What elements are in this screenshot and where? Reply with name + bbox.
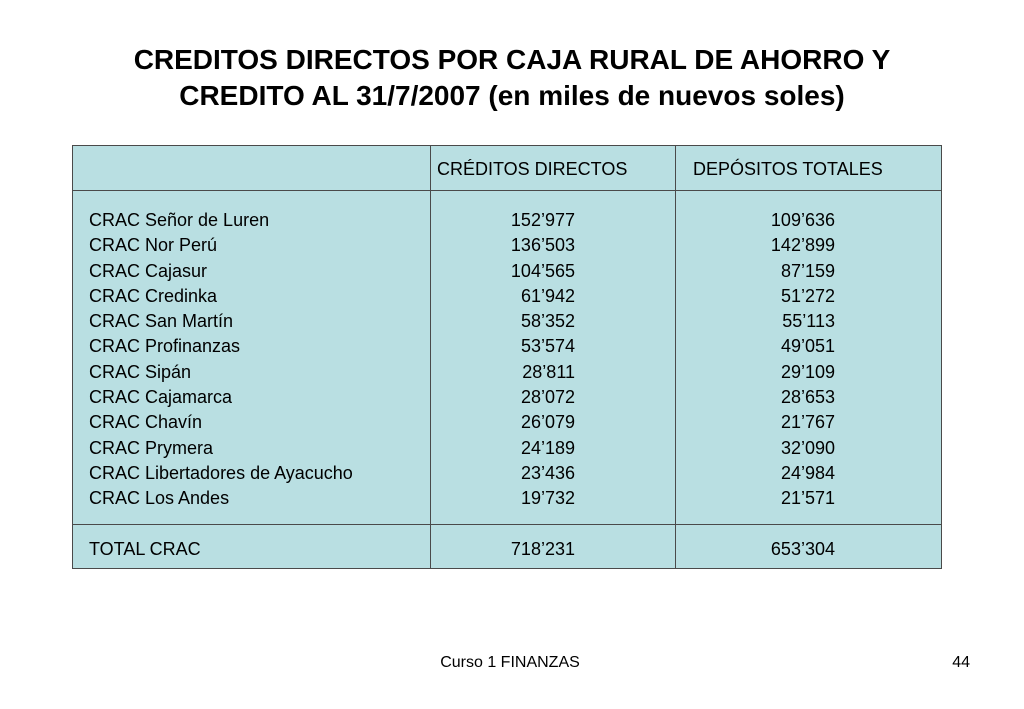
row-depositos: 32’090 xyxy=(780,437,835,458)
row-depositos: 21’571 xyxy=(780,488,835,509)
table-row xyxy=(73,486,941,511)
table-body xyxy=(73,208,941,512)
table-row xyxy=(73,410,941,435)
row-creditos: 152’977 xyxy=(510,210,575,230)
row-depositos: 29’109 xyxy=(780,361,835,382)
table-row xyxy=(73,233,941,258)
row-creditos: 28’072 xyxy=(520,387,575,408)
row-name: CRAC Prymera xyxy=(89,437,214,458)
header-divider xyxy=(73,190,941,191)
row-depositos: 28’653 xyxy=(780,387,835,408)
row-creditos: 104’565 xyxy=(510,260,575,281)
total-name: TOTAL CRAC xyxy=(89,539,201,559)
row-creditos: 24’189 xyxy=(520,437,575,458)
slide-title-line-2: CREDITO AL 31/7/2007 (en miles de nuevos soles) xyxy=(179,80,845,111)
table-row xyxy=(73,208,941,233)
table-row xyxy=(73,334,941,359)
row-creditos: 23’436 xyxy=(520,462,575,483)
row-creditos: 61’942 xyxy=(520,285,575,306)
table-row xyxy=(73,259,941,284)
row-depositos: 142’899 xyxy=(770,235,835,256)
row-creditos: 19’732 xyxy=(520,488,575,509)
total-depositos: 653’304 xyxy=(770,539,835,559)
slide-title xyxy=(60,42,964,114)
header-depositos-totales: DEPÓSITOS TOTALES xyxy=(693,159,883,179)
row-depositos: 87’159 xyxy=(780,260,835,281)
row-name: CRAC Cajamarca xyxy=(89,387,233,408)
row-name: CRAC Señor de Luren xyxy=(89,210,270,230)
total-row xyxy=(73,537,941,562)
row-name: CRAC Sipán xyxy=(89,361,192,382)
table-row xyxy=(73,284,941,309)
row-depositos: 51’272 xyxy=(780,285,835,306)
row-creditos: 58’352 xyxy=(520,311,575,332)
row-name: CRAC Los Andes xyxy=(89,488,230,509)
row-name: CRAC Nor Perú xyxy=(89,235,218,256)
table-row xyxy=(73,461,941,486)
row-creditos: 53’574 xyxy=(520,336,575,357)
row-name: CRAC Cajasur xyxy=(89,260,208,281)
table-row xyxy=(73,436,941,461)
row-depositos: 24’984 xyxy=(780,462,835,483)
row-creditos: 28’811 xyxy=(522,361,575,382)
row-depositos: 109’636 xyxy=(770,210,835,230)
row-depositos: 55’113 xyxy=(782,311,835,332)
row-creditos: 136’503 xyxy=(510,235,575,256)
header-creditos-directos: CRÉDITOS DIRECTOS xyxy=(437,159,628,179)
footer-course: Curso 1 FINANZAS xyxy=(440,654,580,671)
row-depositos: 21’767 xyxy=(780,412,835,433)
total-divider xyxy=(73,524,941,525)
row-depositos: 49’051 xyxy=(780,336,835,357)
credits-table xyxy=(72,145,942,569)
table-row xyxy=(73,360,941,385)
table-row xyxy=(73,309,941,334)
page-number: 44 xyxy=(952,654,970,671)
row-name: CRAC Chavín xyxy=(89,412,203,433)
total-creditos: 718’231 xyxy=(510,539,575,559)
row-name: CRAC Profinanzas xyxy=(89,336,241,357)
row-name: CRAC Libertadores de Ayacucho xyxy=(89,462,353,483)
table-row xyxy=(73,385,941,410)
row-creditos: 26’079 xyxy=(520,412,575,433)
row-name: CRAC San Martín xyxy=(89,311,234,332)
row-name: CRAC Credinka xyxy=(89,285,218,306)
slide-title-line-1: CREDITOS DIRECTOS POR CAJA RURAL DE AHORRO Y xyxy=(133,44,891,75)
